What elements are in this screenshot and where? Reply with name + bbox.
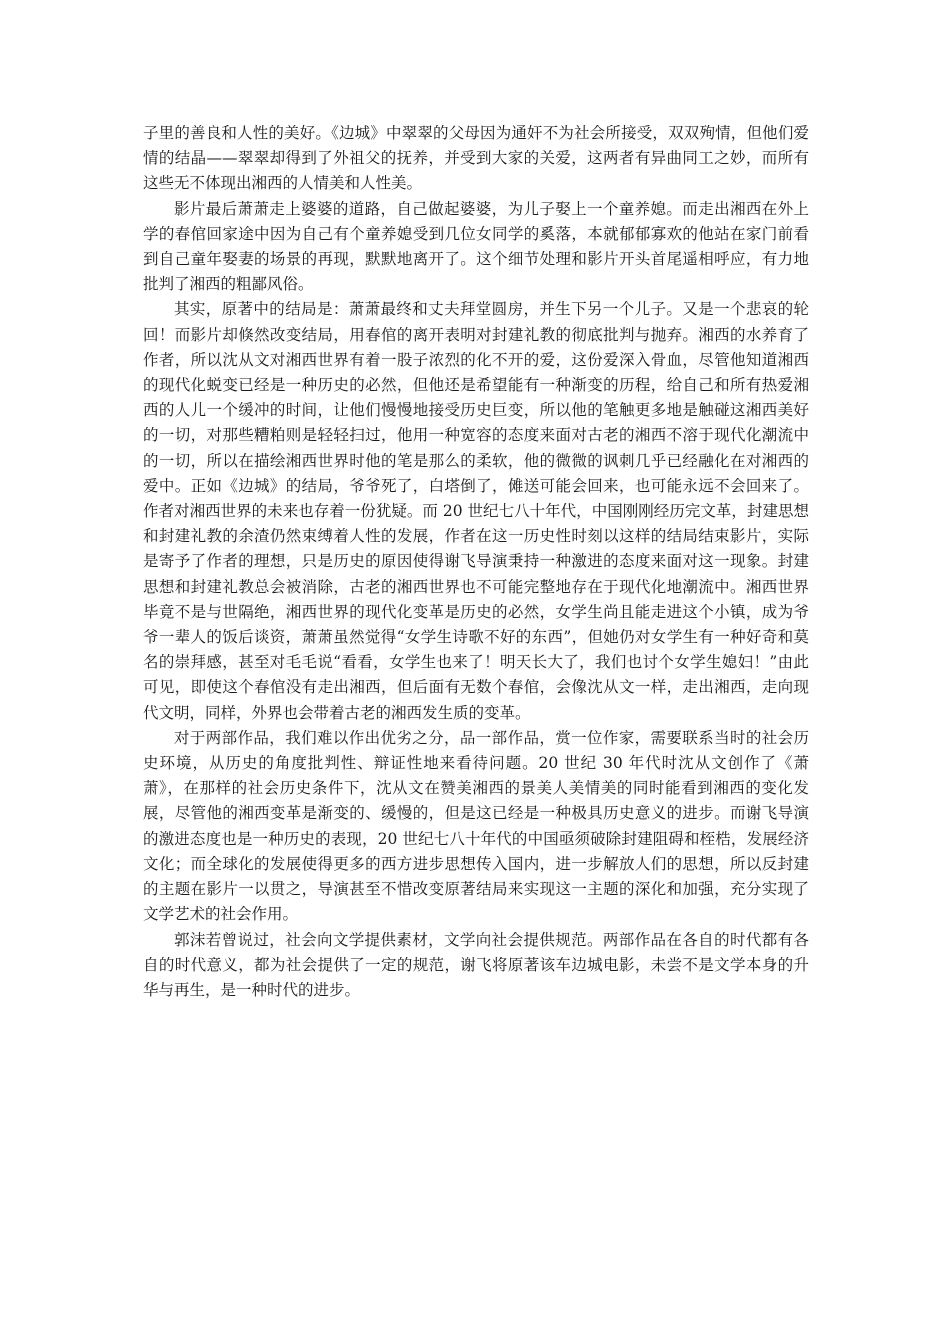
paragraph-3: 其实，原著中的结局是：萧萧最终和丈夫拜堂圆房，并生下另一个儿子。又是一个悲哀的轮回！而影片却倏然改变结局，用春倌的离开表明对封建礼教的彻底批判与抛弃。湘西的水养育了作者，所以沈从文对湘西世界有着一股子浓烈的化不开的爱，这份爱深入骨血，尽管他知道湘西的现代化蜕变已经是一种历史的必然，但他还是希望能有一种渐变的历程，给自己和所有热爱湘西的人儿一个缓冲的时间，让他们慢慢地接受历史巨变，所以他的笔触更多地是触碰这湘西美好的一切，对那些糟粕则是轻轻扫过，他用一种宽容的态度来面对古老的湘西不溶于现代化潮流中的一切，所以在描绘湘西世界时他的笔是那么的柔软，他的微微的讽刺几乎已经融化在对湘西的爱中。正如《边城》的结局，爷爷死了，白塔倒了，傩送可能会回来，也可能永远不会回来了。作者对湘西世界的未来也存着一份犹疑。而 20 世纪七八十年代，中国刚刚经历完文革，封建思想和封建礼教的余渣仍然束缚着人性的发展，作者在这一历史性时刻以这样的结局结束影片，实际是寄予了作者的理想，只是历史的原因使得谢飞导演秉持一种激进的态度来面对这一现象。封建思想和封建礼教总会被消除，古老的湘西世界也不可能完整地存在于现代化地潮流中。湘西世界毕竟不是与世隔绝，湘西世界的现代化变革是历史的必然，女学生尚且能走进这个小镇，成为爷爷一辈人的饭后谈资，萧萧虽然觉得“女学生诗歌不好的东西”，但她仍对女学生有一种好奇和莫名的崇拜感，甚至对毛毛说“看看，女学生也来了！明天长大了，我们也讨个女学生媳妇！”由此可见，即使这个春倌没有走出湘西，但后面有无数个春倌，会像沈从文一样，走出湘西，走向现代文明，同样，外界也会带着古老的湘西发生质的变革。: [143, 300, 809, 722]
document-body: [143, 121, 809, 1003]
paragraph-1: 子里的善良和人性的美好。《边城》中翠翠的父母因为通奸不为社会所接受，双双殉情，但他们爱情的结晶——翠翠却得到了外祖父的抚养，并受到大家的关爱，这两者有异曲同工之妙，而所有这些无不体现出湘西的人情美和人性美。: [143, 124, 809, 193]
paragraph-2: 影片最后萧萧走上婆婆的道路，自己做起婆婆，为儿子娶上一个童养媳。而走出湘西在外上学的春倌回家途中因为自己有个童养媳受到几位女同学的奚落，本就郁郁寡欢的他站在家门前看到自己童年娶妻的场景的再现，默默地离开了。这个细节处理和影片开头首尾遥相呼应，有力地批判了湘西的粗鄙风俗。: [143, 199, 809, 294]
paragraph-4: 对于两部作品，我们难以作出优劣之分，品一部作品，赏一位作家，需要联系当时的社会历史环境，从历史的角度批判性、辩证性地来看待问题。20 世纪 30 年代时沈从文创作了《萧萧》，在那样的社会历史条件下，沈从文在赞美湘西的景美人美情美的同时能看到湘西的变化发展，尽管他的湘西变革是渐变的、缓慢的，但是这已经是一种极具历史意义的进步。而谢飞导演的激进态度也是一种历史的表现，20 世纪七八十年代的中国亟须破除封建阻碍和桎梏，发展经济文化；而全球化的发展使得更多的西方进步思想传入国内，进一步解放人们的思想，所以反封建的主题在影片一以贯之，导演甚至不惜改变原著结局来实现这一主题的深化和加强，充分实现了文学艺术的社会作用。: [143, 728, 809, 924]
paragraph-5: 郭沫若曾说过，社会向文学提供素材，文学向社会提供规范。两部作品在各自的时代都有各自的时代意义，都为社会提供了一定的规范，谢飞将原著该车边城电影，未尝不是文学本身的升华与再生，是一种时代的进步。: [143, 930, 809, 999]
